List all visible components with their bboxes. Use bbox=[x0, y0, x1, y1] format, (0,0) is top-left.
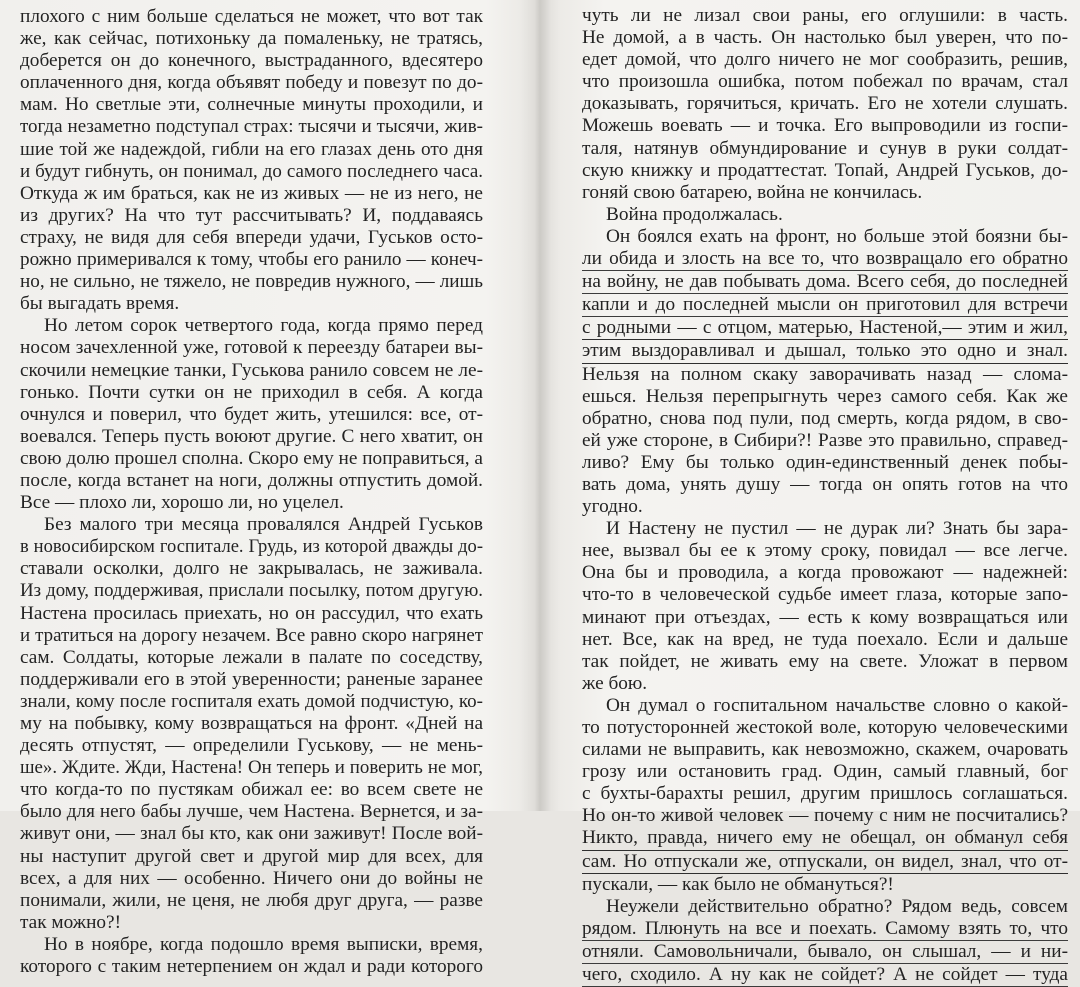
text-line: вать дома, унять душу — тогда он опять готов на что bbox=[582, 473, 1068, 495]
text-line: угодно. bbox=[582, 496, 643, 518]
text-line: И Настену не пустил — не дурак ли? Знать бы зара- bbox=[606, 518, 1068, 540]
text-line: грозу или остановить град. Один, самый главный, бог bbox=[582, 761, 1068, 783]
text-line: сам. Но отпускали же, отпускали, он видел, знал, что от- bbox=[582, 851, 1068, 874]
text-line: доказывать, горячиться, кричать. Его не хотели слушать. bbox=[582, 93, 1068, 115]
text-line: рожно примеривался к тому, чтобы его ранило — конеч- bbox=[20, 249, 483, 271]
text-line: Никто, правда, ничего ему не обещал, он обманул себя bbox=[582, 827, 1068, 850]
text-line: силами не выправить, как невозможно, скажем, очаровать bbox=[582, 739, 1068, 761]
left-page bbox=[20, 6, 483, 978]
text-line: Не домой, а в часть. Он настолько был уверен, что по- bbox=[582, 27, 1068, 49]
text-line: и тратиться на дорогу незачем. Все равно скоро нагрянет bbox=[20, 624, 483, 646]
text-line: так можно?! bbox=[20, 911, 122, 933]
paragraph bbox=[582, 5, 1068, 204]
text-line: скую книжку и продаттестат. Топай, Андрей Гуськов, до- bbox=[582, 159, 1068, 181]
paragraph bbox=[582, 518, 1068, 695]
text-line: же бою. bbox=[582, 672, 648, 694]
text-line: очнулся и поверил, что будет жить, утешился: все, от- bbox=[20, 403, 483, 425]
text-line: Но в ноябре, когда подошло время выписки, время, bbox=[44, 933, 483, 955]
text-line: таля, натянув обмундирование и сунув в руки солдат- bbox=[582, 137, 1068, 159]
text-line: Она бы и проводила, а когда провожают — надежней: bbox=[582, 562, 1068, 584]
text-line: Но он-то живой человек — почему с ним не посчитались? bbox=[582, 805, 1068, 827]
text-line: оплаченного дня, когда объявят победу и повезут по до- bbox=[20, 72, 483, 94]
text-line: Можешь воевать — и точка. Его выпроводили из госпи- bbox=[582, 115, 1068, 137]
text-line: ливо? Ему бы только один-единственный денек побы- bbox=[582, 451, 1068, 473]
text-line: гонько. Почти сутки он не приходил в себя. А когда bbox=[20, 381, 483, 403]
text-line: бы выгадать время. bbox=[20, 293, 180, 315]
text-line: ли обида и злость на все то, что возвращало его обратно bbox=[582, 248, 1068, 271]
text-line: что когда-то по пустякам обижал ее: во всем свете не bbox=[20, 779, 483, 801]
text-line: ше». Ждите. Жди, Настена! Он теперь и поверить не мог, bbox=[20, 757, 483, 779]
text-line: страху, не видя для себя впереди удачи, Гуськов осто- bbox=[20, 226, 483, 248]
text-line: рядом. Плюнуть на все и поехать. Самому взять то, что bbox=[582, 918, 1068, 941]
text-line: сам. Солдаты, которые лежали в палате по соседству, bbox=[20, 646, 483, 668]
text-line: и будут гибнуть, он понимал, до самого последнего часа. bbox=[20, 160, 483, 182]
text-line: ставали осколки, долго не закрывалась, не заживала. bbox=[20, 558, 483, 580]
text-line: которого с таким нетерпением он ждал и ради которого bbox=[20, 956, 483, 978]
text-line: пускали, — как было не обмануться?! bbox=[582, 873, 894, 895]
text-line: капли и до последней мысли он приготовил для встречи bbox=[582, 294, 1068, 317]
text-line: этим выздоравливал и дышал, только это одно и знал. bbox=[582, 340, 1068, 363]
paragraph bbox=[20, 315, 483, 514]
text-line: Он боялся ехать на фронт, но больше этой боязни бы- bbox=[606, 225, 1068, 247]
text-line: всех, а для них — особенно. Ничего они до войны не bbox=[20, 867, 483, 889]
text-line: тогда незаметно подступал страх: тысячи и тысячи, жив- bbox=[20, 116, 483, 138]
paragraph bbox=[582, 896, 1068, 987]
text-line: живут они, — знал бы кто, как они заживут! После вой- bbox=[20, 823, 483, 845]
text-line: гоняй свою батарею, война не кончилась. bbox=[582, 181, 923, 203]
text-line: после, когда встанет на ноги, должны отпустить домой. bbox=[20, 469, 483, 491]
text-line: обратно, снова под пули, под смерть, когда рядом, в сво- bbox=[582, 407, 1068, 429]
text-line: понимали, жили, не ценя, не любя друг друга, — разве bbox=[20, 889, 483, 911]
text-line: Неужели действительно обратно? Рядом ведь, совсем bbox=[606, 895, 1068, 917]
text-line: Без малого три месяца провалялся Андрей Гуськов bbox=[44, 514, 483, 536]
text-line: ей уже стороне, в Сибири?! Разве это правильно, справед- bbox=[582, 429, 1068, 451]
text-line: из других? На что тут рассчитывать? И, поддаваясь bbox=[20, 204, 483, 226]
text-line: свою долю прошел сполна. Скоро ему не поправиться, а bbox=[20, 447, 483, 469]
book-gutter bbox=[520, 0, 560, 811]
text-line: доберется он до конечного, выстраданного, вдесятеро bbox=[20, 50, 483, 72]
text-line: минают при отъездах, — есть к кому возвращаться или bbox=[582, 606, 1068, 628]
text-line: в новосибирском госпитале. Грудь, из которой дважды до- bbox=[20, 536, 483, 558]
text-line: Настена просилась приехать, но он рассудил, что ехать bbox=[20, 602, 483, 624]
text-line: едет домой, что долго ничего не мог сообразить, решив, bbox=[582, 49, 1068, 71]
text-line: же, как сейчас, потихоньку да помаленьку, не тратясь, bbox=[20, 28, 483, 50]
paragraph bbox=[582, 695, 1068, 896]
text-line: мам. Но светлые эти, солнечные минуты проходили, и bbox=[20, 94, 483, 116]
text-line: воевался. Теперь пусть воюют другие. С него хватит, он bbox=[20, 425, 483, 447]
text-line: отняли. Самовольничали, бывало, он слышал, — и ни- bbox=[582, 941, 1068, 964]
text-line: знали, кому после госпиталя ехать домой подчистую, ко- bbox=[20, 690, 483, 712]
right-page bbox=[582, 5, 1068, 987]
text-line: Нельзя на полном скаку заворачивать назад — слома- bbox=[582, 363, 1068, 385]
text-line: носом зачехленной уже, готовой к переезду батареи вы- bbox=[20, 337, 483, 359]
text-line: Он думал о госпитальном начальстве словно о какой- bbox=[606, 694, 1068, 716]
paragraph bbox=[582, 204, 1068, 226]
text-line: Все — плохо ли, хорошо ли, но уцелел. bbox=[20, 492, 344, 514]
text-line: десять отпустят, — определили Гуськову, — не мень- bbox=[20, 735, 483, 757]
text-line: чего, сходило. А ну как не сойдет? А не сойдет — туда bbox=[582, 964, 1068, 987]
text-line: что-то в человеческой судьбе имеет глаза, которые запо- bbox=[582, 584, 1068, 606]
text-line: Но летом сорок четвертого года, когда прямо перед bbox=[44, 315, 483, 337]
text-line: Война продолжалась. bbox=[606, 203, 783, 225]
paragraph bbox=[20, 934, 483, 978]
text-line: му на побывку, кому возвращаться на фронт. «Дней на bbox=[20, 713, 483, 734]
text-line: то потусторонней жестокой воле, которую человеческими bbox=[582, 717, 1068, 738]
text-line: поддерживали его в этой уверенности; раненые заранее bbox=[20, 668, 483, 690]
text-line: с бухты-барахты решил, другим пришлось соглашаться. bbox=[582, 783, 1068, 805]
paragraph bbox=[582, 226, 1068, 518]
text-line: но, не сильно, не тяжело, не повредив нужного, — лишь bbox=[20, 271, 483, 293]
paragraph bbox=[20, 514, 483, 934]
text-line: на войну, не дав побывать дома. Всего себя, до последней bbox=[582, 271, 1068, 294]
text-line: было для него бабы лучше, чем Настена. Вернется, и за- bbox=[20, 801, 483, 823]
text-line: ны наступит другой свет и другой мир для всех, для bbox=[20, 845, 483, 867]
text-line: Откуда ж им браться, как не из живых — не из него, не bbox=[20, 182, 483, 204]
text-line: так пойдет, не живать ему на свете. Уложат в первом bbox=[582, 650, 1068, 672]
text-line: чуть ли не лизал свои раны, его оглушили: в часть. bbox=[582, 5, 1068, 26]
text-line: шие той же надеждой, гибли на его глазах день ото дня bbox=[20, 138, 483, 160]
text-line: ешься. Нельзя перепрыгнуть через самого себя. Как же bbox=[582, 385, 1068, 407]
paragraph bbox=[20, 6, 483, 315]
text-line: нет. Все, как на вред, не туда поехало. Если и дальше bbox=[582, 628, 1068, 650]
text-line: с родными — с отцом, матерью, Настеной,— этим и жил, bbox=[582, 317, 1068, 340]
text-line: плохого с ним больше сделаться не может, что вот так bbox=[20, 6, 483, 27]
text-line: нее, вызвал бы ее к этому сроку, повидал — все легче. bbox=[582, 540, 1068, 562]
text-line: скочили немецкие танки, Гуськова ранило совсем не ле- bbox=[20, 359, 483, 381]
text-line: что произошла ошибка, потом побежал по врачам, стал bbox=[582, 71, 1068, 93]
text-line: Из дому, поддерживая, прислали посылку, потом другую. bbox=[20, 580, 483, 602]
